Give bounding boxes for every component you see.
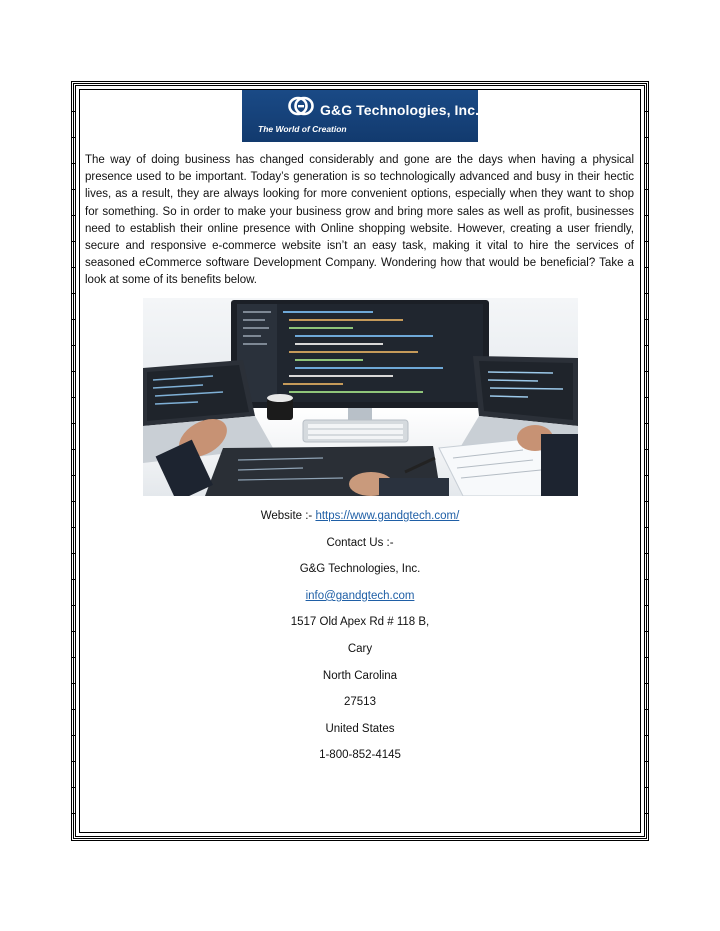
- zip-code: 27513: [344, 696, 376, 709]
- logo-company-name: G&G Technologies, Inc.: [320, 102, 480, 118]
- email-link[interactable]: info@gandgtech.com: [305, 589, 415, 602]
- country: United States: [325, 722, 395, 735]
- website-label: Website :-: [260, 510, 316, 522]
- phone-number: 1-800-852-4145: [319, 749, 401, 762]
- email-line: [76, 586, 644, 613]
- city: Cary: [347, 642, 373, 655]
- website-link[interactable]: https://www.gandgtech.com/: [315, 510, 460, 522]
- company-logo: [242, 90, 478, 142]
- contact-block: [76, 506, 644, 772]
- website-line: [76, 506, 644, 533]
- company-name: G&G Technologies, Inc.: [299, 563, 421, 576]
- logo-tagline: The World of Creation: [258, 124, 347, 134]
- address-line: 1517 Old Apex Rd # 118 B,: [290, 616, 430, 629]
- contact-us-label: Contact Us :-: [326, 536, 394, 549]
- intro-paragraph: The way of doing business has changed considerably and gone are the days when having a physical presence used to be important. Today’s generation is so technologically advanced and busy in their hectic lives, as a result, they are always looking for more convenient options, especially when they want to shop for something. So in order to make your business grow and bring more sales as well as profit, businesses need to establish their online presence with Online shopping website. However, creating a user friendly, secure and responsive e-commerce website isn’t an easy task, making it vital to hire the services of seasoned eCommerce software Development Company. Wondering how that would be beneficial? Take a look at some of its benefits below.: [85, 154, 634, 287]
- developers-desk-photo: [143, 298, 578, 496]
- border-ticks-right: [644, 86, 648, 836]
- hero-illustration: [143, 298, 578, 496]
- gg-logo-icon: [288, 96, 314, 116]
- state: North Carolina: [322, 669, 398, 682]
